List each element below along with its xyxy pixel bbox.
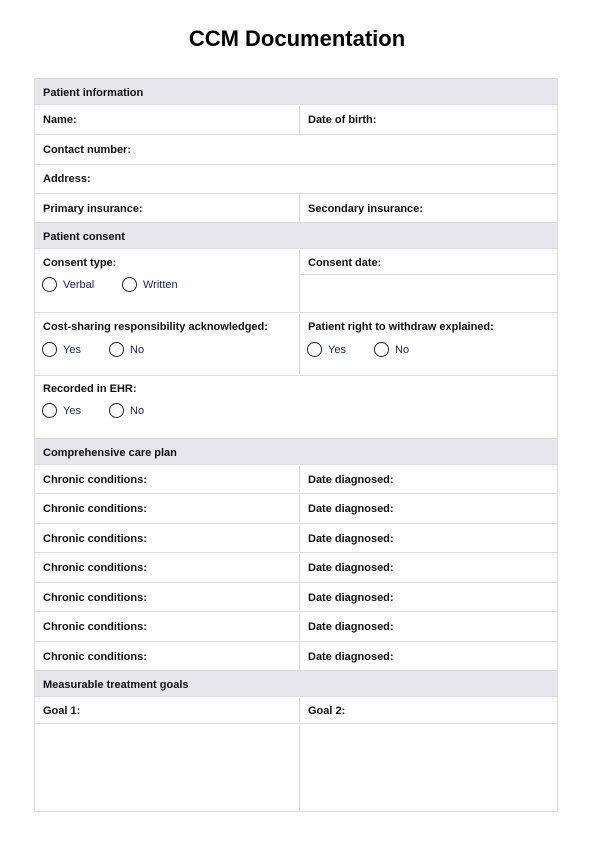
radio-circle-icon: [42, 277, 57, 292]
cost-sharing-no-radio[interactable]: [109, 342, 144, 357]
address-field[interactable]: Address:: [43, 173, 91, 185]
radio-label: No: [395, 343, 410, 356]
chronic-condition-row: [35, 612, 557, 642]
date-of-birth-field[interactable]: Date of birth:: [308, 114, 377, 126]
column-divider: [299, 553, 300, 582]
column-divider: [299, 494, 300, 523]
withdraw-label: Patient right to withdraw explained:: [308, 321, 494, 333]
goal-1-input[interactable]: [35, 724, 299, 811]
date-diagnosed-field[interactable]: Date diagnosed:: [308, 533, 394, 545]
section-patient-consent: [35, 223, 557, 249]
recorded-no-radio[interactable]: [109, 403, 144, 418]
radio-label: Verbal: [63, 278, 95, 291]
chronic-conditions-field[interactable]: Chronic conditions:: [43, 503, 147, 515]
section-patient-information: [35, 79, 557, 105]
page-title: CCM Documentation: [188, 26, 406, 51]
date-diagnosed-field[interactable]: Date diagnosed:: [308, 562, 394, 574]
goal-1-label: Goal 1:: [43, 705, 81, 717]
ccm-form: [34, 78, 558, 812]
cost-sharing-row: [35, 313, 557, 376]
radio-label: No: [130, 343, 145, 356]
consent-date-input[interactable]: [300, 275, 557, 312]
radio-circle-icon: [307, 342, 322, 357]
section-treatment-goals: [35, 671, 557, 697]
column-divider: [299, 642, 300, 670]
chronic-condition-row: [35, 524, 557, 553]
consent-type-label: Consent type:: [43, 257, 117, 269]
withdraw-yes-radio[interactable]: [307, 342, 346, 357]
radio-label: Written: [143, 278, 178, 291]
chronic-conditions-field[interactable]: Chronic conditions:: [43, 621, 147, 633]
primary-insurance-field[interactable]: Primary insurance:: [43, 203, 143, 215]
withdraw-no-radio[interactable]: [374, 342, 409, 357]
radio-label: Yes: [328, 343, 346, 356]
column-divider: [299, 612, 300, 641]
goal-2-label: Goal 2:: [308, 705, 346, 717]
section-care-plan: [35, 439, 557, 465]
cost-sharing-label: Cost-sharing responsibility acknowledged:: [43, 321, 268, 333]
contact-number-field[interactable]: Contact number:: [43, 144, 131, 156]
column-divider: [299, 583, 300, 611]
column-divider: [299, 524, 300, 552]
chronic-condition-row: [35, 583, 557, 612]
name-field[interactable]: Name:: [43, 114, 77, 126]
radio-label: No: [130, 404, 145, 417]
section-header: Comprehensive care plan: [43, 447, 177, 459]
consent-type-row: [35, 249, 557, 313]
section-header: Patient consent: [43, 231, 125, 243]
chronic-condition-row: [35, 465, 557, 494]
address-row: [35, 165, 557, 194]
date-diagnosed-field[interactable]: Date diagnosed:: [308, 474, 394, 486]
radio-circle-icon: [109, 342, 124, 357]
column-divider: [299, 194, 300, 222]
chronic-conditions-field[interactable]: Chronic conditions:: [43, 562, 147, 574]
radio-circle-icon: [42, 403, 57, 418]
insurance-row: [35, 194, 557, 223]
radio-label: Yes: [63, 404, 81, 417]
chronic-condition-row: [35, 494, 557, 524]
date-diagnosed-field[interactable]: Date diagnosed:: [308, 503, 394, 515]
column-divider: [299, 313, 300, 375]
date-diagnosed-field[interactable]: Date diagnosed:: [308, 592, 394, 604]
date-diagnosed-field[interactable]: Date diagnosed:: [308, 651, 394, 663]
chronic-condition-row: [35, 642, 557, 671]
radio-circle-icon: [374, 342, 389, 357]
section-header: Measurable treatment goals: [43, 679, 189, 691]
radio-label: Yes: [63, 343, 81, 356]
chronic-condition-row: [35, 553, 557, 583]
radio-circle-icon: [122, 277, 137, 292]
chronic-conditions-field[interactable]: Chronic conditions:: [43, 651, 147, 663]
column-divider: [299, 105, 300, 134]
consent-written-radio[interactable]: [122, 277, 178, 292]
section-header: Patient information: [43, 87, 144, 99]
chronic-conditions-field[interactable]: Chronic conditions:: [43, 474, 147, 486]
name-row: [35, 105, 557, 135]
radio-circle-icon: [42, 342, 57, 357]
recorded-ehr-label: Recorded in EHR:: [43, 383, 137, 395]
recorded-yes-radio[interactable]: [42, 403, 81, 418]
consent-verbal-radio[interactable]: [42, 277, 94, 292]
contact-row: [35, 135, 557, 165]
consent-date-label: Consent date:: [308, 257, 382, 269]
radio-circle-icon: [109, 403, 124, 418]
goals-row: [35, 697, 557, 811]
recorded-ehr-row: [35, 376, 557, 439]
date-diagnosed-field[interactable]: Date diagnosed:: [308, 621, 394, 633]
cost-sharing-yes-radio[interactable]: [42, 342, 81, 357]
chronic-conditions-field[interactable]: Chronic conditions:: [43, 592, 147, 604]
secondary-insurance-field[interactable]: Secondary insurance:: [308, 203, 423, 215]
goal-2-input[interactable]: [300, 724, 557, 811]
column-divider: [299, 465, 300, 493]
chronic-conditions-field[interactable]: Chronic conditions:: [43, 533, 147, 545]
